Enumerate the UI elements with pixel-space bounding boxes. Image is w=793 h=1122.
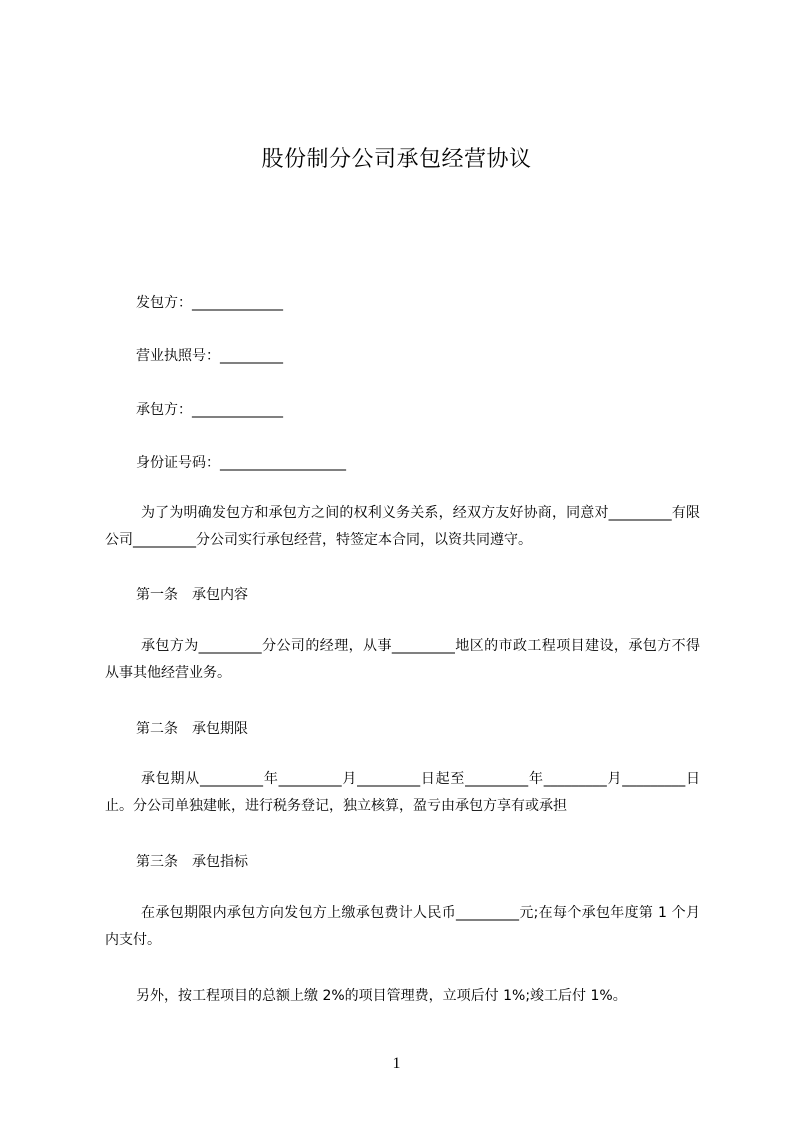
article3-body: 在承包期限内承包方向发包方上缴承包费计人民币_________元;在每个承包年度第 1 个月内支付。 [105,905,700,948]
field-business-license: 营业执照号：_________ [136,348,283,364]
field-contractor: 承包方：_____________ [136,402,283,418]
page-number: 1 [392,1055,401,1072]
field-id-number: 身份证号码：__________________ [136,455,346,471]
preamble-paragraph: 为了为明确发包方和承包方之间的权利义务关系，经双方友好协商，同意对_________有限公司_________分公司实行承包经营，特签定本合同，以资共同遵守。 [105,505,700,548]
article2-heading: 第二条 承包期限 [136,721,248,737]
article3-extra: 另外，按工程项目的总额上缴 2%的项目管理费，立项后付 1%;竣工后付 1%。 [136,988,627,1004]
article1-heading: 第一条 承包内容 [136,587,248,603]
article2-body: 承包期从_________年_________月_________日起至_________年_________月_________日止。分公司单独建帐，进行税务登记，独立核算，盈亏由承包方享有或承担 [105,771,700,814]
field-employer: 发包方：_____________ [136,295,283,311]
article3-heading: 第三条 承包指标 [136,854,248,870]
article1-body: 承包方为_________分公司的经理，从事_________地区的市政工程项目建设，承包方不得从事其他经营业务。 [105,638,700,681]
document-title: 股份制分公司承包经营协议 [261,147,532,172]
